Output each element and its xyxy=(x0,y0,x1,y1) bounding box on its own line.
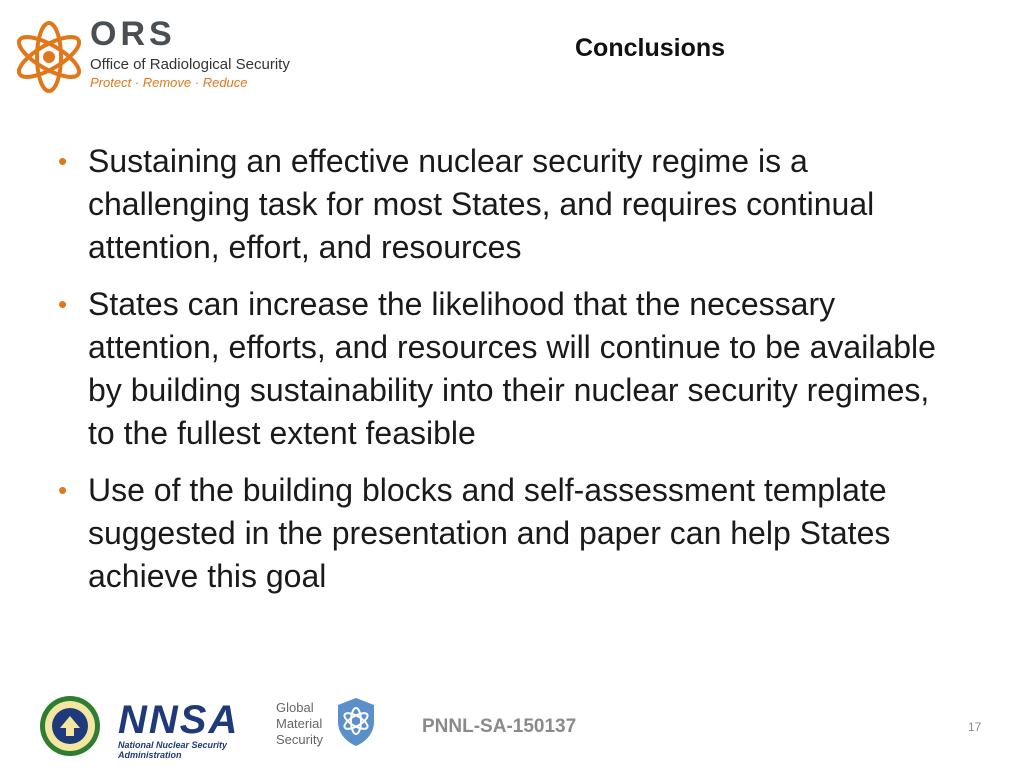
gms-line: Material xyxy=(276,716,323,731)
nnsa-wordmark: NNSA xyxy=(118,698,240,742)
gms-line: Global xyxy=(276,700,314,715)
bullet-icon: • xyxy=(58,475,68,505)
page-number: 17 xyxy=(968,720,982,734)
doe-seal-icon xyxy=(38,694,102,758)
bullet-text: Use of the building blocks and self-assessment template suggested in the presentation and paper can help States achieve this goal xyxy=(88,472,891,594)
slide-title: Conclusions xyxy=(575,34,726,62)
document-number: PNNL-SA-150137 xyxy=(422,716,577,737)
bullet-icon: • xyxy=(58,289,68,319)
nnsa-full-name: National Nuclear Security Administration xyxy=(118,740,228,760)
bullet-item xyxy=(54,283,954,455)
shield-atom-icon xyxy=(334,696,378,748)
gms-logo-text xyxy=(276,700,323,748)
bullet-text: States can increase the likelihood that the necessary attention, efforts, and resources will continue to be available by building sustainability into their nuclear security regimes, to the fullest extent feasible xyxy=(88,286,936,451)
gms-line: Security xyxy=(276,732,323,747)
atom-icon xyxy=(10,18,88,96)
bullet-icon: • xyxy=(58,146,68,176)
nnsa-logo xyxy=(118,700,239,760)
bullet-text: Sustaining an effective nuclear security regime is a challenging task for most States, and requires continual attention, effort, and resources xyxy=(88,143,875,265)
org-full-name: Office of Radiological Security xyxy=(90,56,290,73)
bullet-item xyxy=(54,140,954,269)
bullet-item xyxy=(54,469,954,598)
org-name: ORS xyxy=(90,15,176,53)
org-tagline: Protect · Remove · Reduce xyxy=(90,75,248,90)
bullet-list xyxy=(54,140,954,612)
ors-logo xyxy=(10,14,330,100)
